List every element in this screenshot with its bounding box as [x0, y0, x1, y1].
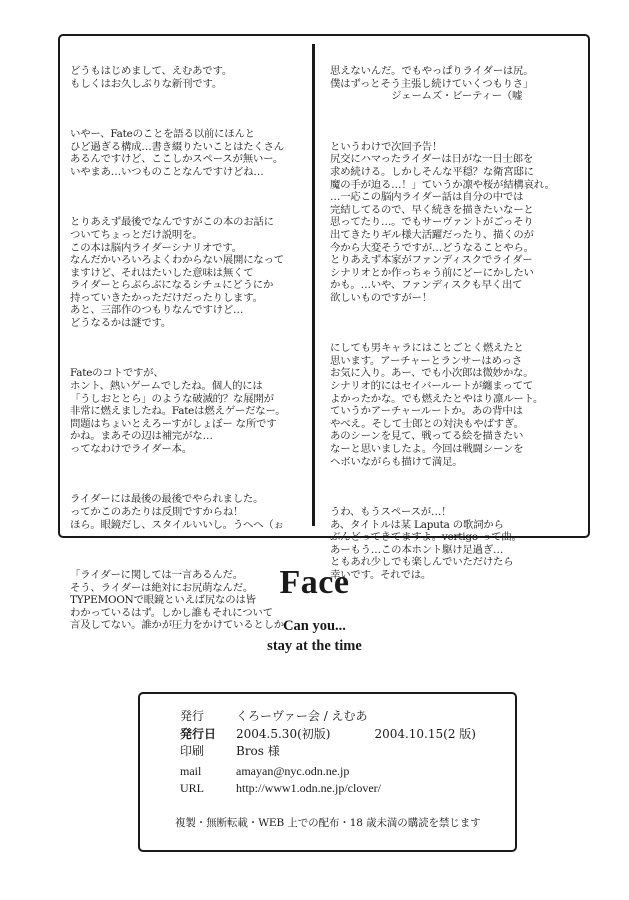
publisher-label: 発行	[180, 709, 205, 723]
column-divider	[312, 44, 315, 526]
afterword-paragraph: というわけで次回予告！ 尻交にハマったライダーは日がな一日士郎を 求め続ける。しかしそんな平穏？な衛宮邸に 魔の手が迫る…！」ていうか凛や桜が結構哀れ。 …一応この脳内ライダー話は自分の中では 完結してるので、早く続きを描きたいなーと 思ってたり…。でもサーヴァントがごっそり 出てきたりギル様大活躍だったり、描くのが 今から大変そうですが…どうなることやら。 とりあえず本家がファンディスクでライダー シナリオとか作っちゃう前にどーにかしたい かも。…いや、ファンディスクも早く出て 欲しいものですがー！	[330, 140, 555, 304]
printer-label: 印刷	[180, 744, 205, 758]
colophon-url-row	[180, 780, 381, 796]
book-subtitle-line-1: Can you...	[283, 618, 346, 634]
afterword-paragraph: 「ライダーに関しては一言あるんだ。 そう、ライダーは絶対にお尻萌なんだ。 TYPEMOONで眼鏡といえば尻なのは皆 わかっているはず。しかし誰もそれについて 言及してない。誰かが圧力をかけているとしか	[70, 568, 285, 632]
printer-value: Bros 様	[236, 744, 280, 758]
afterword-paragraph: ライダーには最後の最後でやられました。 ってかこのあたりは反則ですからね！ ほら。眼鏡だし、スタイルいいし。うへへ（ぉ	[70, 493, 284, 531]
published-label: 発行日	[180, 727, 217, 741]
mail-address: amayan@nyc.odn.ne.jp	[236, 764, 350, 778]
copyright-notice: 複製・無断転載・WEB 上での配布・18 歳未満の購読を禁じます	[175, 817, 481, 829]
afterword-paragraph: 思えないんだ。でもやっぱりライダーは尻。 僕はずっとそう主張し続けていくつもりさ」 ジェームズ・ビーティー（嘘	[330, 65, 534, 103]
colophon-printer-row	[180, 743, 280, 759]
afterword-paragraph: いやー、Fateのことを語る以前にほんと ひど過ぎる構成…書き綴りたいことはたくさん あるんですけど、ここしかスペースが無いー。 いやまあ…いつものことなんですけどね…	[70, 128, 285, 178]
afterword-left-column	[70, 40, 302, 645]
first-edition-date: 2004.5.30(初版)	[236, 727, 331, 741]
website-url: http://www1.odn.ne.jp/clover/	[236, 781, 381, 795]
colophon-publisher-row	[180, 708, 368, 724]
afterword-paragraph: とりあえず最後でなんですがこの本のお話に ついてちょっとだけ説明を。 この本は脳内ライダーシナリオです。 なんだかいろいろよくわからない展開になって ますけど、それはたいした意味は無くて ライダーとらぶらぶになるシチュにどうにか 持っていきたかっただけだったりします。 あと、三部作のつもりなんですけど… どうなるかは謎です。	[70, 216, 285, 330]
mail-label: mail	[180, 764, 202, 778]
second-edition-date: 2004.10.15(2 版)	[374, 727, 476, 741]
afterword-right-column	[330, 40, 562, 594]
colophon-date-row	[180, 726, 476, 742]
afterword-paragraph: どうもはじめまして、えむあです。 もしくはお久しぶりな新刊です。	[70, 65, 233, 90]
publisher-value: くろーヴァー会 / えむあ	[236, 709, 368, 723]
afterword-paragraph: Fateのコトですが、 ホント、熱いゲームでしたね。個人的には 「うしおととら」のような破滅的？な展開が 非常に燃えましたね。Fateは燃えゲーだなー。 問題はちょいとえろーすがしょぼー な所です かね。まあその辺は補完がな… ってなわけでライダー本。	[70, 367, 286, 455]
afterword-paragraph: にしても男キャラにはことごとく燃えたと 思います。アーチャーとランサーはめっさ お気に入り。あー、でも小次郎は微妙かな。 シナリオ的にはセイバールートが纏まってて よかったかな。でも燃えたとやはり凛ルート。 ていうかアーチャールートか。あの背中は やべえ。そして士郎との対決もやばすぎ。 あのシーンを見て、戦ってる絵を描きたい なーと思いましたよ。今回は戦闘シーンを ヘボいながらも描けて満足。	[330, 342, 544, 468]
book-subtitle-line-2: stay at the time	[267, 638, 362, 654]
afterword-paragraph: うわ、もうスペースが…！ あ、タイトルは某 Laputa の歌詞から ぶんどってきてますよ。vertigo って曲。 あーもう…この本ホント駆け足過ぎ… ともあれ少しでも楽しんでいただけたら 幸いです。それでは。	[330, 505, 522, 581]
colophon-mail-row	[180, 763, 349, 779]
book-title: Face	[279, 564, 350, 601]
url-label: URL	[180, 781, 204, 795]
